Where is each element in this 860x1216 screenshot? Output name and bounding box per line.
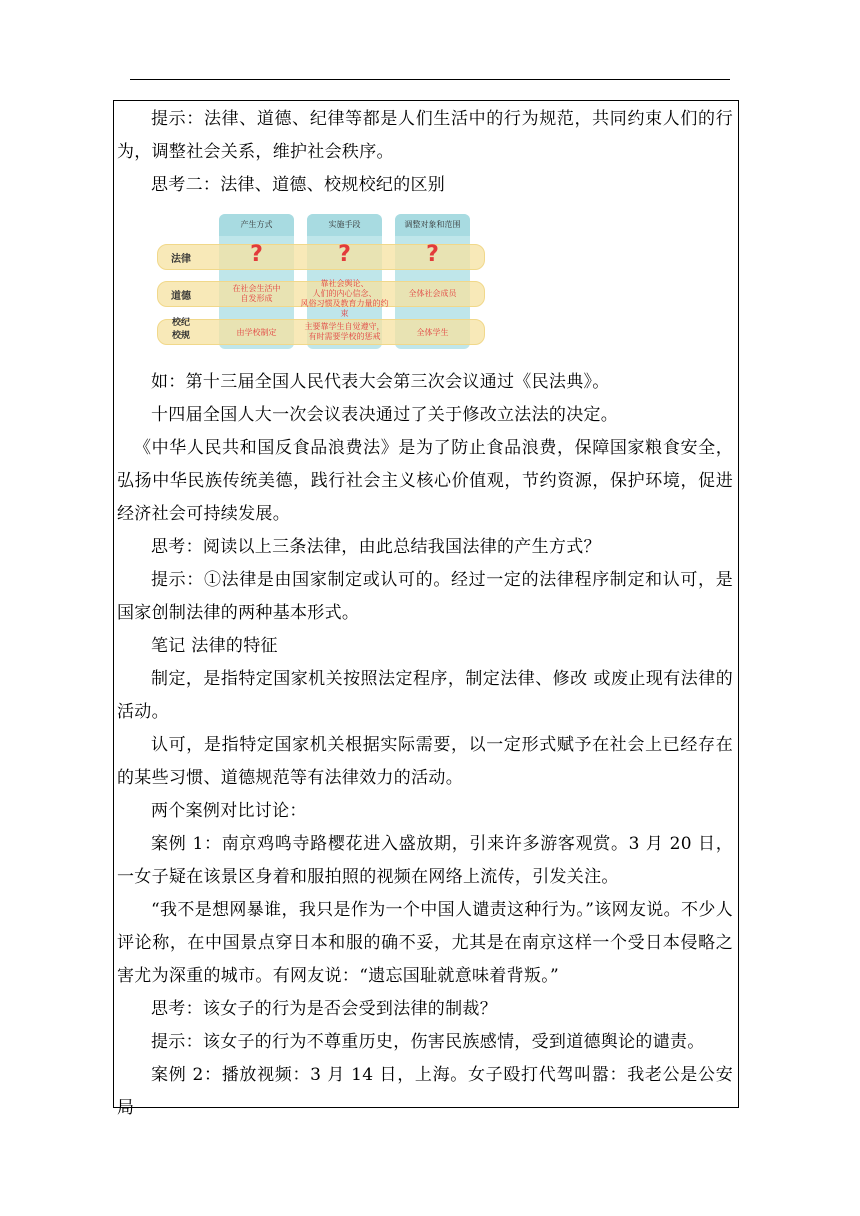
- paragraph: “我不是想网暴谁，我只是作为一个中国人谴责这种行为。”该网友说。不少人评论称，在中国景点穿日本和服的确不妥，尤其是在南京这样一个受日本侵略之害尤为深重的城市。有网友说：“遗忘国耻就意味着背叛。”: [117, 900, 733, 986]
- cell: 靠社会舆论、 人们的内心信念、 风俗习惯及教育力量的约束: [300, 279, 389, 318]
- paragraph: 笔记 法律的特征: [151, 636, 278, 656]
- paragraph: 提示：该女子的行为不尊重历史，伤害民族感情，受到道德舆论的谴责。: [151, 1032, 705, 1052]
- paragraph: 思考：阅读以上三条法律，由此总结我国法律的产生方式？: [151, 537, 601, 557]
- paragraph: 提示：①法律是由国家制定或认可的。经过一定的法律程序制定和认可，是国家创制法律的两种基本形式。: [117, 570, 733, 623]
- column-header: 调整对象和范围: [395, 214, 470, 236]
- paragraph: 《中华人民共和国反食品浪费法》是为了防止食品浪费，保障国家粮食安全，弘扬中华民族传统美德，践行社会主义核心价值观，节约资源，保护环境，促进经济社会可持续发展。: [117, 438, 733, 524]
- comparison-figure: [117, 204, 733, 360]
- cell: 全体社会成员: [408, 289, 457, 298]
- cell: 主要靠学生自觉遵守， 有时需要学校的惩戒: [304, 322, 385, 341]
- paragraph: 思考：该女子的行为是否会受到法律的制裁？: [151, 999, 497, 1019]
- paragraph: 案例 2：播放视频：3 月 14 日，上海。女子殴打代驾叫嚣：我老公是公安局: [117, 1065, 733, 1118]
- header-rule: [130, 79, 730, 80]
- paragraph: 两个案例对比讨论：: [151, 801, 307, 821]
- cell: 由学校制定: [236, 328, 277, 337]
- paragraph: 思考二：法律、道德、校规校纪的区别: [151, 175, 446, 195]
- paragraph: 提示：法律、道德、纪律等都是人们生活中的行为规范，共同约束人们的行为，调整社会关系，维护社会秩序。: [117, 109, 733, 162]
- paragraph: 认可，是指特定国家机关根据实际需要，以一定形式赋予在社会上已经存在的某些习惯、道德规范等有法律效力的活动。: [117, 735, 733, 788]
- question-mark: ?: [426, 242, 439, 267]
- comparison-table-image: [157, 204, 487, 360]
- paragraph: 案例 1：南京鸡鸣寺路樱花进入盛放期，引来许多游客观赏。3 月 20 日，一女子疑在该景区身着和服拍照的视频在网络上流传，引发关注。: [117, 834, 733, 887]
- column-header: 实施手段: [307, 214, 382, 236]
- paragraph: 十四届全国人大一次会议表决通过了关于修改立法法的决定。: [151, 405, 619, 425]
- paragraph: 制定，是指特定国家机关按照法定程序，制定法律、修改 或废止现有法律的活动。: [117, 669, 733, 722]
- row-label: 道德: [171, 291, 191, 302]
- column-header: 产生方式: [219, 214, 294, 236]
- row-label: 法律: [171, 254, 191, 265]
- document-body: [117, 103, 733, 1125]
- row-label: 校纪 校规: [171, 318, 190, 341]
- question-mark: ?: [338, 242, 351, 267]
- cell: 在社会生活中 自发形成: [232, 284, 281, 303]
- paragraph: 如：第十三届全国人民代表大会第三次会议通过《民法典》。: [151, 372, 610, 392]
- question-mark: ?: [250, 242, 263, 267]
- cell: 全体学生: [416, 328, 449, 337]
